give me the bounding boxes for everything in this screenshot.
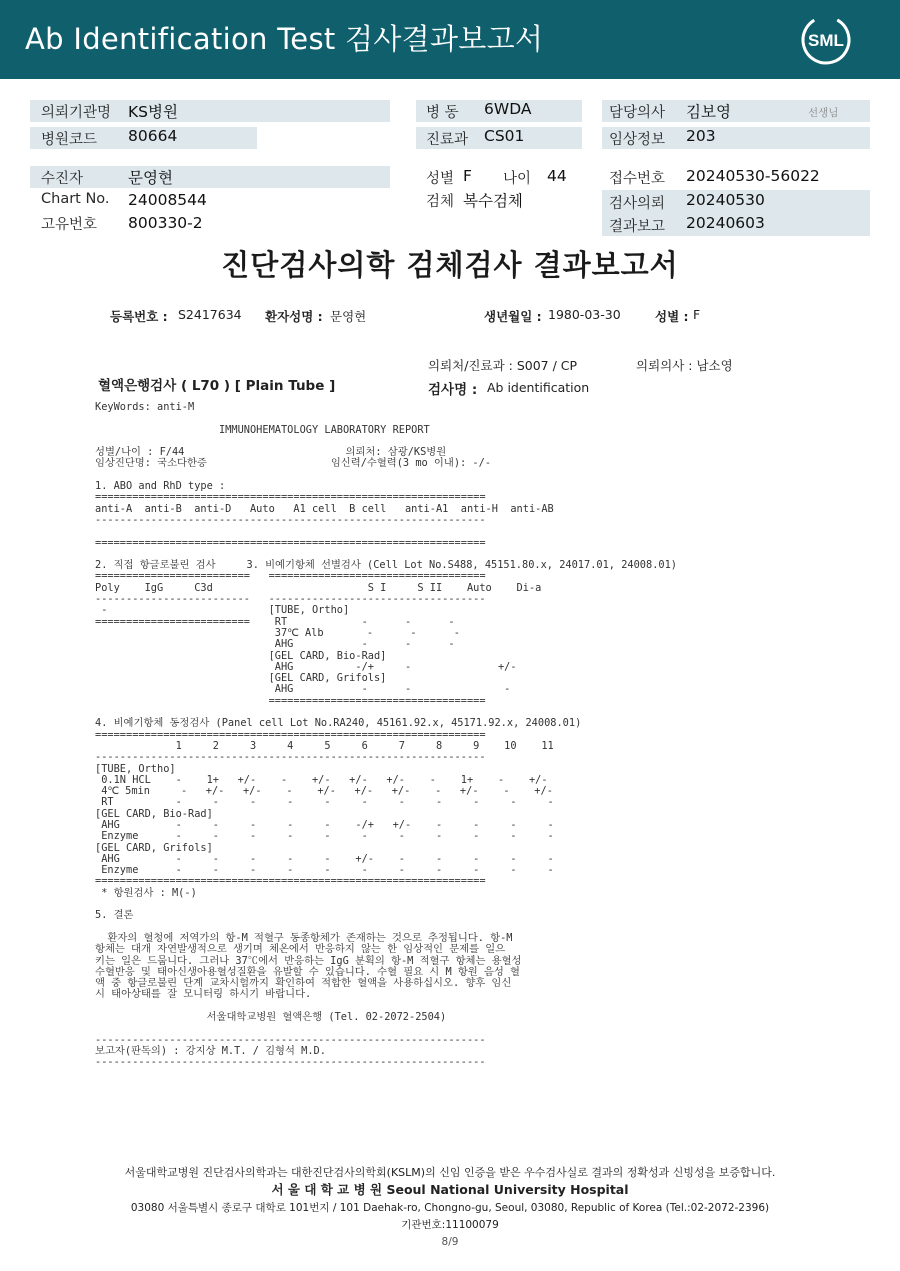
hospital-name-en: Seoul National University Hospital	[386, 1182, 629, 1197]
age-value: 44	[547, 167, 567, 185]
hospital-name-kr: 서 울 대 학 교 병 원	[271, 1182, 383, 1197]
request-value: 20240530	[686, 191, 765, 209]
hospital-code-value: 80664	[128, 127, 178, 145]
doctor-value: 김보영	[686, 103, 731, 121]
report-title: Ab Identification Test 검사결과보고서	[25, 22, 544, 56]
patient-label: 수진자	[41, 171, 84, 187]
report-body: KeyWords: anti-M IMMUNOHEMATOLOGY LABORATORY REPORT 성별/나이 : F/44 의뢰처: 삼광/KS병원 임상진단명: 국소다한증 임신력/수혈력(3 mo 이내): -/- 1. ABO and RhD type : =============================================================== anti-A anti-B anti-D Auto A1 cell B cell anti-A1 anti-H anti-AB --------------------------------------------------------------- =============================================================== 2. 직접 항글로불린 검사 3. 비예기항체 선별검사 (Cell Lot No.S488, 45151.80.x, 24017.01, 24008.01) ========================= =================================== Poly IgG C3d S I S II Auto Di-a ------------------------- ----------------------------------- - [TUBE, Ortho] ========================= RT - - - 37℃ Alb - - - AHG - - - [GEL CARD, Bio-Rad] AHG -/+ - +/- [GEL CARD, Grifols] AHG - - - =================================== 4. 비예기항체 동정검사 (Panel cell Lot No.RA240, 45161.92.x, 45171.92.x, 24008.01) =============================================================== 1 2 3 4 5 6 7 8 9 10 11 --------------------------------------------------------------- [TUBE, Ortho] 0.1N HCL - 1+ +/- - +/- +/- +/- - 1+ - +/- 4℃ 5min - +/- +/- - +/- +/- +/- - +/- - +/- RT - - - - - - - - - - - [GEL CARD, Bio-Rad] AHG - - - - - -/+ +/- - - - - Enzyme - - - - - - - - - - - [GEL CARD, Grifols] AHG - - - - - +/- - - - - - Enzyme - - - - - - - - - - - =============================================================== * 항원검사 : M(-) 5. 결론 환자의 혈청에 저역가의 항-M 적혈구 동종항체가 존재하는 것으로 추정됩니다. 항-M 항체는 대개 자연발생적으로 생기며 체온에서 반응하지 않는 한 임상적인 문제를 일으 키는 일은 드뭅니다. 그러나 37℃에서 반응하는 IgG 분획의 항-M 적혈구 항체는 용혈성 수혈반응 및 태아신생아용혈성질환을 유발할 수 있습니다. 수혈 필요 시 M 항원 음성 혈 액 중 항글로불린 단계 교차시험까지 확인하여 적합한 혈액을 사용하십시오. 향후 임신 시 태아상태를 잘 모니터링 하시기 바랍니다. 서울대학교병원 혈액은행 (Tel. 02-2072-2504) --------------------------------------------------------------- 보고자(판독의) : 강지상 M.T. / 김형석 M.D. ---------------------------------------------------------------	[95, 401, 677, 1069]
clinical-label: 임상정보	[609, 132, 666, 148]
hospital-address: 03080 서울특별시 종로구 대학로 101번지 / 101 Daehak-ro, Chongno-gu, Seoul, 03080, Republic of Korea (Tel.:02-2072-2396)	[130, 1202, 770, 1214]
birth-value: 1980-03-30	[548, 307, 621, 322]
ward-value: 6WDA	[484, 100, 532, 118]
page-number: 8/9	[441, 1236, 459, 1248]
name-value: 문영현	[330, 309, 367, 324]
header-bar	[0, 0, 900, 79]
patient-value: 문영현	[128, 169, 173, 187]
referral: 의뢰처/진료과 : S007 / CP	[428, 358, 578, 373]
dept-label: 진료과	[426, 132, 469, 148]
birth-label: 생년월일 :	[484, 309, 542, 324]
age-label: 나이	[503, 171, 532, 187]
hospital-name	[0, 1180, 900, 1198]
report-main-title: 진단검사의학 검체검사 결과보고서	[221, 248, 679, 282]
certification-text: 서울대학교병원 진단검사의학과는 대한진단검사의학회(KSLM)의 신임 인증을 받은 우수검사실로 결과의 정확성과 신빙성을 보증합니다.	[124, 1166, 776, 1179]
receipt-value: 20240530-56022	[686, 167, 820, 185]
referral-doctor: 의뢰의사 : 남소영	[636, 358, 733, 373]
test-name-value: Ab identification	[487, 380, 590, 395]
chart-value: 24008544	[128, 191, 207, 209]
logo-text: SML	[808, 31, 844, 50]
dept-value: CS01	[484, 127, 525, 145]
specimen-label: 검체	[426, 194, 455, 210]
test-name-label: 검사명 :	[428, 382, 478, 398]
institution-value: KS병원	[128, 103, 178, 121]
sex-label: 성별	[426, 171, 455, 187]
sex-value: F	[463, 167, 472, 185]
ward-label: 병 동	[426, 105, 459, 121]
receipt-label: 접수번호	[609, 171, 666, 187]
id-value: 800330-2	[128, 214, 203, 232]
clinical-value: 203	[686, 127, 716, 145]
request-label: 검사의뢰	[609, 196, 666, 212]
name-label: 환자성명 :	[265, 309, 323, 324]
report-date-label: 결과보고	[609, 219, 666, 235]
reg-label: 등록번호 :	[110, 309, 168, 324]
report-sex-value: F	[693, 307, 701, 322]
report-date-value: 20240603	[686, 214, 765, 232]
chart-label: Chart No.	[41, 191, 110, 207]
reg-value: S2417634	[178, 307, 242, 322]
hospital-code-label: 병원코드	[41, 132, 98, 148]
institution-label: 의뢰기관명	[41, 105, 112, 121]
specimen-value: 복수검체	[463, 192, 523, 210]
id-label: 고유번호	[41, 217, 98, 233]
doctor-label: 담당의사	[609, 105, 666, 121]
test-group: 혈액은행검사 ( L70 ) [ Plain Tube ]	[98, 378, 336, 394]
doctor-suffix: 선생님	[808, 107, 839, 119]
report-sex-label: 성별 :	[655, 309, 689, 324]
sml-logo	[798, 12, 854, 68]
patient-box	[30, 166, 390, 188]
institution-number: 기관번호:11100079	[401, 1219, 499, 1231]
